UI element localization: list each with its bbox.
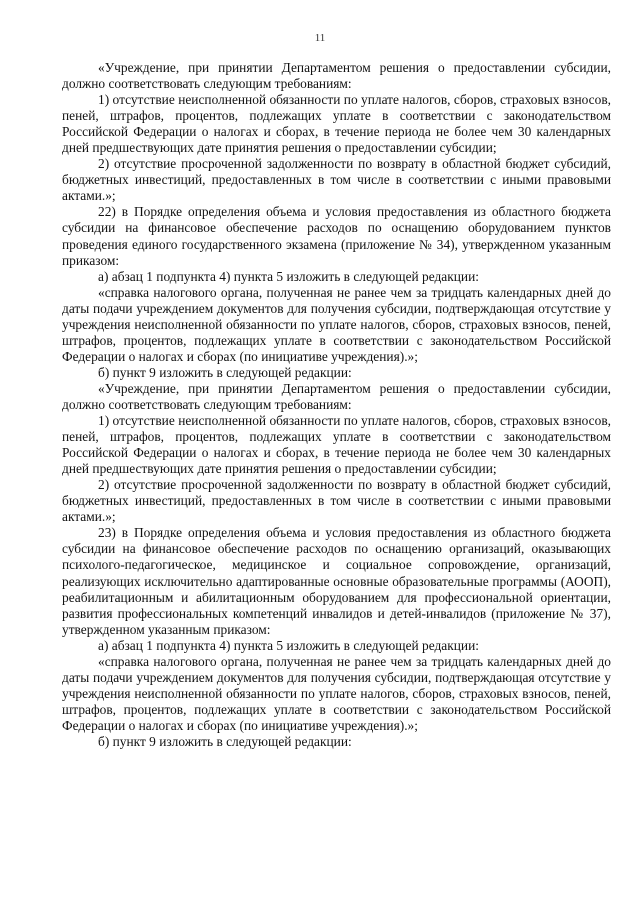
paragraph: «справка налогового органа, полученная не ранее чем за тридцать календарных дней до даты подачи учреждением документов для получения субсидии, подтверждающая отсутствие у учреждения неисполненной обязанности по уплате налогов, сборов, страховых взносов, пеней, штрафов, процентов, подлежащих уплате в соответствии с законодательством Российской Федерации о налогах и сборах (по инициативе учреждения).»; (62, 284, 611, 364)
paragraph: б) пункт 9 изложить в следующей редакции: (98, 733, 352, 749)
paragraph: б) пункт 9 изложить в следующей редакции: (98, 364, 352, 380)
paragraph: «справка налогового органа, полученная не ранее чем за тридцать календарных дней до даты подачи учреждением документов для получения субсидии, подтверждающая отсутствие у учреждения неисполненной обязанности по уплате налогов, сборов, страховых взносов, пеней, штрафов, процентов, подлежащих уплате в соответствии с законодательством Российской Федерации о налогах и сборах (по инициативе учреждения).»; (62, 653, 611, 733)
paragraph: а) абзац 1 подпункта 4) пункта 5 изложить в следующей редакции: (98, 637, 479, 653)
paragraph: «Учреждение, при принятии Департаментом решения о предоставлении субсидии, должно соответствовать следующим требованиям: (62, 60, 611, 92)
page-number: 11 (314, 32, 326, 44)
paragraph: 22) в Порядке определения объема и условия предоставления из областного бюджета субсидии на финансовое обеспечение расходов по оснащению оборудованием пунктов проведения единого государственного экзамена (приложение № 34), утвержденном указанным приказом: (62, 204, 611, 268)
paragraph: а) абзац 1 подпункта 4) пункта 5 изложить в следующей редакции: (98, 268, 479, 284)
paragraph: 1) отсутствие неисполненной обязанности по уплате налогов, сборов, страховых взносов, пеней, штрафов, процентов, подлежащих уплате в соответствии с законодательством Российской Федерации о налогах и сборах, в течение периода не более чем 30 календарных дней предшествующих дате принятия решения о предоставлении субсидии; (62, 413, 611, 477)
paragraph: 2) отсутствие просроченной задолженности по возврату в областной бюджет субсидий, бюджетных инвестиций, предоставленных в том числе в соответствии с иными правовыми актами.»; (62, 156, 611, 204)
document-body (62, 60, 611, 750)
paragraph: 2) отсутствие просроченной задолженности по возврату в областной бюджет субсидий, бюджетных инвестиций, предоставленных в том числе в соответствии с иными правовыми актами.»; (62, 477, 611, 525)
paragraph: «Учреждение, при принятии Департаментом решения о предоставлении субсидии, должно соответствовать следующим требованиям: (62, 380, 611, 412)
paragraph: 23) в Порядке определения объема и условия предоставления из областного бюджета субсидии на финансовое обеспечение расходов по оснащению организаций, оказывающих психолого-педагогическое, медицинское и социальное сопровождение, организаций, реализующих исключительно адаптированные основные образовательные программы (АООП), реабилитационным и абилитационным оборудованием для профессиональной ориентации, развития профессиональных компетенций инвалидов и детей-инвалидов (приложение № 37), утвержденном указанным приказом: (62, 525, 611, 637)
paragraph: 1) отсутствие неисполненной обязанности по уплате налогов, сборов, страховых взносов, пеней, штрафов, процентов, подлежащих уплате в соответствии с законодательством Российской Федерации о налогах и сборах, в течение периода не более чем 30 календарных дней предшествующих дате принятия решения о предоставлении субсидии; (62, 92, 611, 156)
